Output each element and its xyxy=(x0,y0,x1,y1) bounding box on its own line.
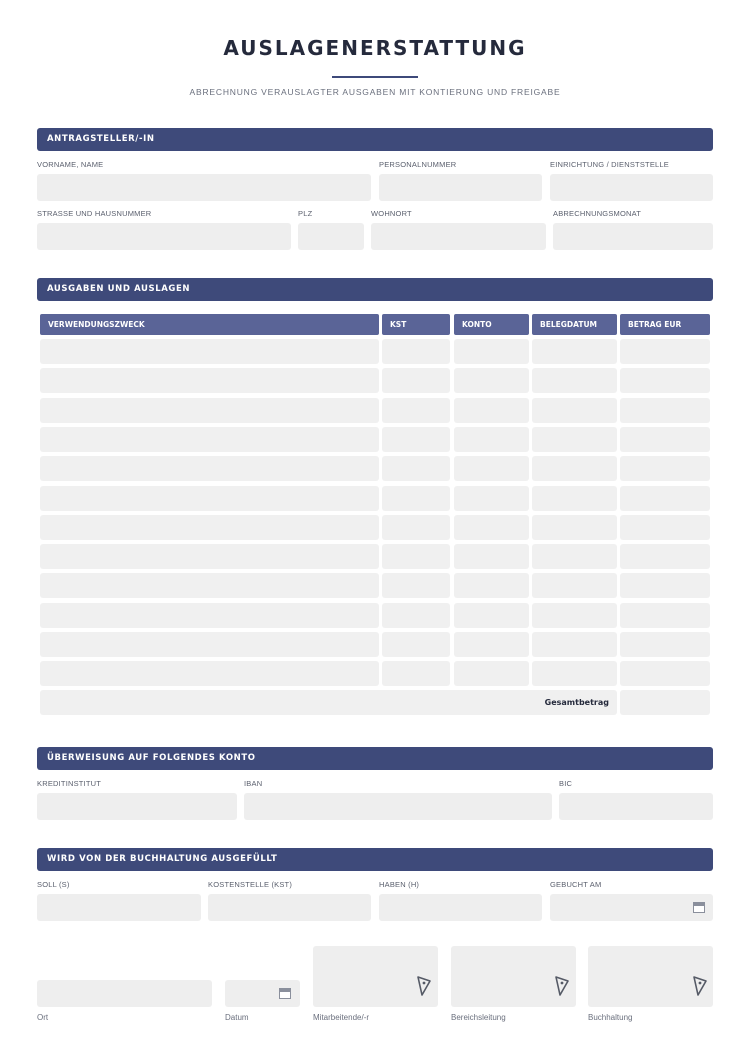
amount-cell[interactable] xyxy=(620,339,710,364)
cost-center-cell[interactable] xyxy=(382,573,450,598)
total-amount-field[interactable] xyxy=(620,690,710,715)
amount-cell[interactable] xyxy=(620,398,710,423)
division-signature-label: Bereichsleitung xyxy=(451,1013,506,1022)
section-applicant-header: ANTRAGSTELLER/-IN xyxy=(37,128,713,151)
personnel-number-field[interactable] xyxy=(379,174,542,201)
calendar-icon[interactable] xyxy=(279,988,291,999)
bic-field[interactable] xyxy=(559,793,713,820)
bic-label: BIC xyxy=(559,779,573,788)
cost-center-cell[interactable] xyxy=(382,544,450,569)
iban-label: IBAN xyxy=(244,779,263,788)
receipt-date-cell[interactable] xyxy=(532,456,617,481)
column-header-account: KONTO xyxy=(454,314,529,335)
city-label: WOHNORT xyxy=(371,209,412,218)
amount-cell[interactable] xyxy=(620,573,710,598)
department-label: EINRICHTUNG / DIENSTSTELLE xyxy=(550,160,669,169)
billing-month-label: ABRECHNUNGSMONAT xyxy=(553,209,642,218)
account-cell[interactable] xyxy=(454,573,529,598)
amount-cell[interactable] xyxy=(620,544,710,569)
credit-label: HABEN (H) xyxy=(379,880,420,889)
billing-month-field[interactable] xyxy=(553,223,713,250)
purpose-cell[interactable] xyxy=(40,661,379,686)
calendar-icon[interactable] xyxy=(693,902,705,913)
cost-center-cell[interactable] xyxy=(382,427,450,452)
street-label: STRASSE UND HAUSNUMMER xyxy=(37,209,152,218)
iban-field[interactable] xyxy=(244,793,552,820)
accounting-signature-label: Buchhaltung xyxy=(588,1013,633,1022)
purpose-cell[interactable] xyxy=(40,603,379,628)
account-cell[interactable] xyxy=(454,486,529,511)
place-field[interactable] xyxy=(37,980,212,1007)
department-field[interactable] xyxy=(550,174,713,201)
cost-center-cell[interactable] xyxy=(382,456,450,481)
pen-icon xyxy=(692,975,708,997)
cost-center-cell[interactable] xyxy=(382,661,450,686)
receipt-date-cell[interactable] xyxy=(532,486,617,511)
purpose-cell[interactable] xyxy=(40,427,379,452)
column-header-cost-center: KST xyxy=(382,314,450,335)
receipt-date-cell[interactable] xyxy=(532,632,617,657)
account-cell[interactable] xyxy=(454,632,529,657)
purpose-cell[interactable] xyxy=(40,573,379,598)
account-cell[interactable] xyxy=(454,339,529,364)
bank-label: KREDITINSTITUT xyxy=(37,779,102,788)
employee-signature-label: Mitarbeitende/-r xyxy=(313,1013,370,1022)
cost-center-cell[interactable] xyxy=(382,368,450,393)
amount-cell[interactable] xyxy=(620,486,710,511)
amount-cell[interactable] xyxy=(620,456,710,481)
receipt-date-cell[interactable] xyxy=(532,339,617,364)
account-cell[interactable] xyxy=(454,603,529,628)
account-cell[interactable] xyxy=(454,368,529,393)
booked-date-label: GEBUCHT AM xyxy=(550,880,602,889)
receipt-date-cell[interactable] xyxy=(532,398,617,423)
account-cell[interactable] xyxy=(454,515,529,540)
amount-cell[interactable] xyxy=(620,632,710,657)
cost-center-cell[interactable] xyxy=(382,339,450,364)
cost-center-field[interactable] xyxy=(208,894,371,921)
pen-icon xyxy=(416,975,432,997)
place-label: Ort xyxy=(37,1013,49,1022)
receipt-date-cell[interactable] xyxy=(532,515,617,540)
page-subtitle: ABRECHNUNG VERAUSLAGTER AUSGABEN MIT KONTIERUNG UND FREIGABE xyxy=(189,87,561,97)
column-header-amount: BETRAG EUR xyxy=(620,314,710,335)
zip-field[interactable] xyxy=(298,223,364,250)
account-cell[interactable] xyxy=(454,398,529,423)
purpose-cell[interactable] xyxy=(40,515,379,540)
amount-cell[interactable] xyxy=(620,515,710,540)
name-field[interactable] xyxy=(37,174,371,201)
total-label: Gesamtbetrag xyxy=(544,698,609,707)
name-label: VORNAME, NAME xyxy=(37,160,104,169)
account-cell[interactable] xyxy=(454,661,529,686)
receipt-date-cell[interactable] xyxy=(532,573,617,598)
section-expenses-header: AUSGABEN UND AUSLAGEN xyxy=(37,278,713,301)
section-transfer-header: ÜBERWEISUNG AUF FOLGENDES KONTO xyxy=(37,747,713,770)
title-divider xyxy=(332,76,418,78)
date-label: Datum xyxy=(225,1013,249,1022)
purpose-cell[interactable] xyxy=(40,368,379,393)
receipt-date-cell[interactable] xyxy=(532,661,617,686)
purpose-cell[interactable] xyxy=(40,398,379,423)
purpose-cell[interactable] xyxy=(40,339,379,364)
receipt-date-cell[interactable] xyxy=(532,427,617,452)
debit-field[interactable] xyxy=(37,894,201,921)
zip-label: PLZ xyxy=(298,209,313,218)
receipt-date-cell[interactable] xyxy=(532,544,617,569)
cost-center-cell[interactable] xyxy=(382,398,450,423)
column-header-receipt-date: BELEGDATUM xyxy=(532,314,617,335)
page-title: AUSLAGENERSTATTUNG xyxy=(223,36,527,60)
cost-center-label: KOSTENSTELLE (KST) xyxy=(208,880,293,889)
booked-date-field[interactable] xyxy=(550,894,713,921)
amount-cell[interactable] xyxy=(620,603,710,628)
purpose-cell[interactable] xyxy=(40,486,379,511)
amount-cell[interactable] xyxy=(620,661,710,686)
receipt-date-cell[interactable] xyxy=(532,603,617,628)
cost-center-cell[interactable] xyxy=(382,486,450,511)
street-field[interactable] xyxy=(37,223,291,250)
account-cell[interactable] xyxy=(454,456,529,481)
amount-cell[interactable] xyxy=(620,427,710,452)
cost-center-cell[interactable] xyxy=(382,515,450,540)
cost-center-cell[interactable] xyxy=(382,632,450,657)
bank-field[interactable] xyxy=(37,793,237,820)
column-header-purpose: VERWENDUNGSZWECK xyxy=(40,314,379,335)
amount-cell[interactable] xyxy=(620,368,710,393)
cost-center-cell[interactable] xyxy=(382,603,450,628)
pen-icon xyxy=(554,975,570,997)
city-field[interactable] xyxy=(371,223,546,250)
purpose-cell[interactable] xyxy=(40,456,379,481)
purpose-cell[interactable] xyxy=(40,632,379,657)
purpose-cell[interactable] xyxy=(40,544,379,569)
section-accounting-header: WIRD VON DER BUCHHALTUNG AUSGEFÜLLT xyxy=(37,848,713,871)
account-cell[interactable] xyxy=(454,544,529,569)
personnel-number-label: PERSONALNUMMER xyxy=(379,160,457,169)
debit-label: SOLL (S) xyxy=(37,880,70,889)
account-cell[interactable] xyxy=(454,427,529,452)
receipt-date-cell[interactable] xyxy=(532,368,617,393)
credit-field[interactable] xyxy=(379,894,542,921)
